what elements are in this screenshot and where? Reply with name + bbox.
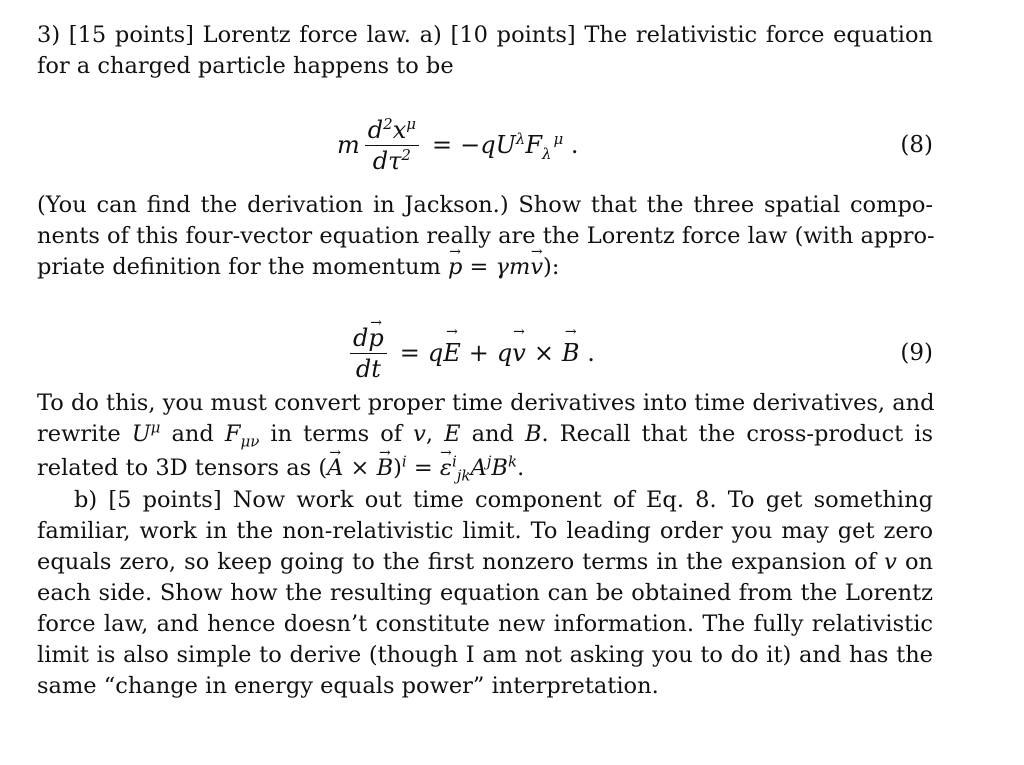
text-line-5: priate definition for the momentum p → = γmv →):	[37, 252, 933, 283]
text-line-12: each side. Show how the resulting equation can be obtained from the Lorentz	[37, 580, 933, 606]
text-line-7-c: in terms of	[270, 421, 403, 447]
text-line-2: for a charged particle happens to be	[37, 53, 454, 79]
text-line-11: equals zero, so keep going to the first nonzero terms in the expansion of v on	[37, 549, 933, 575]
text-line-11-b: on	[904, 549, 933, 575]
text-line-4: nents of this four-vector equation really are the Lorentz force law (with appro-	[37, 223, 935, 249]
text-line-7-d: and	[471, 421, 514, 447]
text-line-9: b) [5 points] Now work out time component of Eq. 8. To get something	[74, 487, 933, 513]
equation-8-fraction: $\frac{d^2x^\mu}{d\tau^2}$	[365, 116, 419, 175]
text-line-13: force law, and hence doesn’t constitute new information. The fully relativistic	[37, 611, 933, 637]
text-line-1: 3) [15 points] Lorentz force law. a) [10 points] The relativistic force equation	[37, 22, 933, 48]
text-line-8-a: related to 3D tensors as	[37, 455, 312, 481]
text-line-3: (You can find the derivation in Jackson.) Show that the three spatial compo-	[37, 192, 933, 218]
text-line-7-a: rewrite	[37, 421, 121, 447]
equation-9	[37, 318, 933, 388]
text-line-11-a: equals zero, so keep going to the first nonzero terms in the expansion of	[37, 549, 877, 575]
text-line-6: To do this, you must convert proper time derivatives into time derivatives, and	[37, 390, 935, 416]
text-line-5-text: priate definition for the momentum	[37, 254, 441, 280]
equation-9-body: $\frac{dp \to}{dt}$ = qE → + qv → × B → .	[345, 318, 595, 388]
text-line-7: rewrite $U^\mu$ and $F_{\mu\nu}$ in terms of v, E and B. Recall that the cross-product is	[37, 418, 934, 451]
text-line-15: same “change in energy equals power” interpretation.	[37, 673, 659, 699]
equation-9-fraction: $\frac{dp \to}{dt}$	[350, 324, 387, 383]
text-line-7-e: . Recall that the cross-product is	[541, 421, 934, 447]
text-line-14: limit is also simple to derive (though I am not asking you to do it) and has the	[37, 642, 933, 668]
equation-8	[37, 110, 933, 180]
equation-9-number: (9)	[900, 340, 933, 366]
equation-8-number: (8)	[900, 132, 933, 158]
text-line-10: familiar, work in the non-relativistic limit. To leading order you may get zero	[37, 518, 933, 544]
text-line-8: related to 3D tensors as (A → × $B \to)^i = \varepsilon \to^i_{jk}A^jB^k$.	[37, 453, 933, 484]
equation-8-body: m $\frac{d^2x^\mu}{d\tau^2}$ = $-qU^\lambda F_\lambda^\mu$ .	[337, 114, 579, 175]
text-line-7-b: and	[171, 421, 214, 447]
